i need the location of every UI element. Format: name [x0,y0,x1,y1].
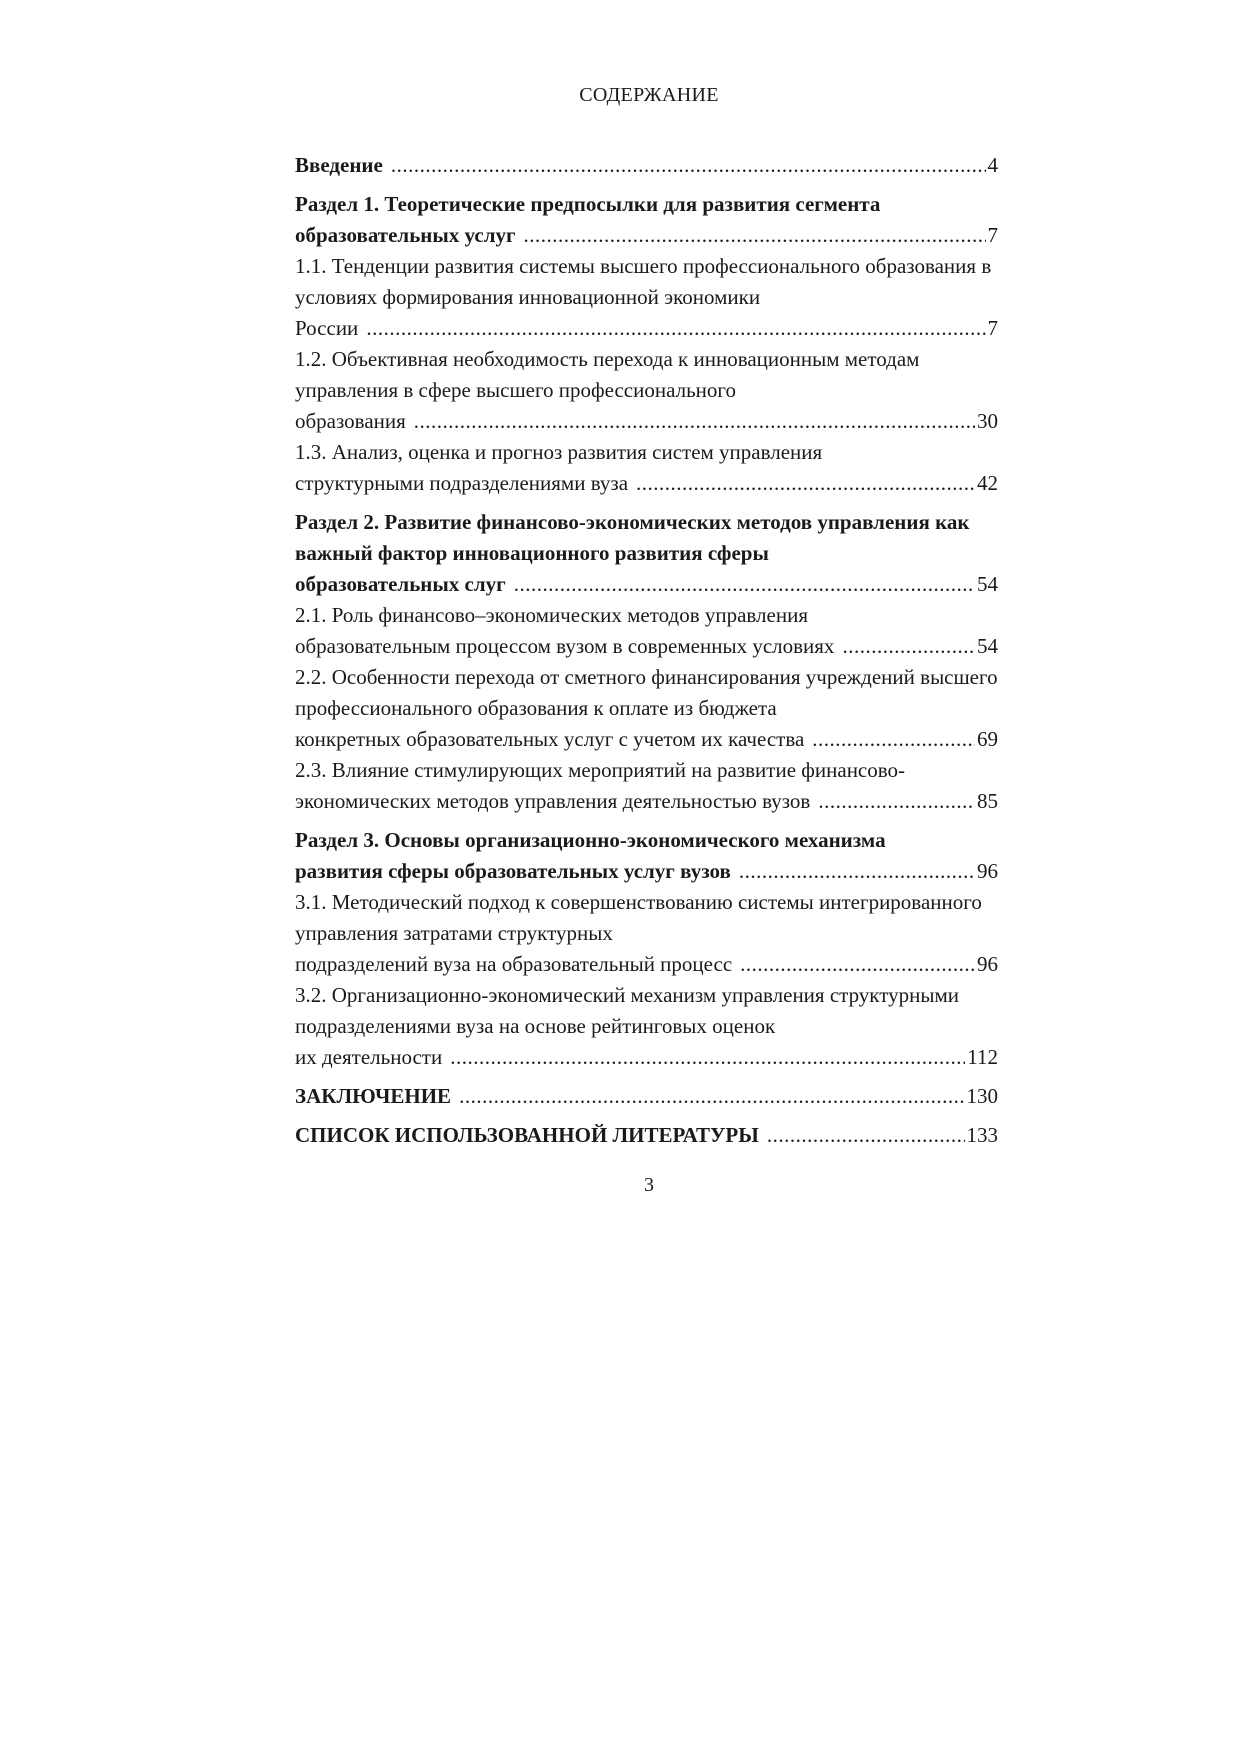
toc-page-number: 133 [966,1123,998,1147]
page-number: 3 [644,1174,654,1196]
toc-page-number: 112 [967,1045,998,1069]
toc-page-number: 54 [977,572,998,596]
toc-entry[interactable] [295,825,998,887]
toc-entry-text: 1.3. Анализ, оценка и прогноз развития систем управления [295,440,823,464]
toc-entry[interactable] [295,755,998,817]
toc-entry-line [295,150,998,181]
dot-leader [459,1081,964,1112]
toc-entry-line [295,631,998,662]
toc-entry-title: образовательным процессом вузом в современных условиях [295,634,835,658]
toc-entry-text: Раздел 3. Основы организационно-экономического механизма [295,828,886,852]
toc-entry-text: Раздел 1. Теоретические предпосылки для развития сегмента [295,192,881,216]
toc-entry-text: 2.2. Особенности перехода от сметного финансирования учреждений высшего профессионального образования к оплате из бюджета [295,665,998,720]
toc-entry-line [295,786,998,817]
dot-leader [739,856,975,887]
dot-leader [842,631,975,662]
toc-entry-line [295,406,998,437]
toc-entry[interactable] [295,437,998,499]
toc-entry-line [295,1120,998,1151]
toc-entry[interactable] [295,1120,998,1151]
page-title: СОДЕРЖАНИЕ [579,84,719,106]
toc-entry-line [295,468,998,499]
toc-page-number: 85 [977,789,998,813]
dot-leader [414,406,975,437]
toc-entry-text: 3.1. Методический подход к совершенствованию системы интегрированного управления затратами структурных [295,890,982,945]
table-of-contents [295,150,998,1151]
toc-entry-title: СПИСОК ИСПОЛЬЗОВАННОЙ ЛИТЕРАТУРЫ [295,1123,759,1147]
toc-entry[interactable] [295,1081,998,1112]
toc-entry-title: развития сферы образовательных услуг вузов [295,859,731,883]
toc-entry-title: структурными подразделениями вуза [295,471,629,495]
toc-entry-line [295,856,998,887]
toc-entry-title: конкретных образовательных услуг с учетом их качества [295,727,805,751]
toc-entry[interactable] [295,887,998,980]
toc-page-number: 42 [977,471,998,495]
dot-leader [812,724,975,755]
dot-leader [450,1042,965,1073]
toc-page-number: 96 [977,859,998,883]
toc-entry-line [295,220,998,251]
dot-leader [524,220,986,251]
toc-entry-title: образования [295,409,406,433]
toc-entry-text: 2.3. Влияние стимулирующих мероприятий на развитие финансово- [295,758,906,782]
dot-leader [818,786,975,817]
dot-leader [636,468,975,499]
dot-leader [740,949,975,980]
toc-entry-text: 3.2. Организационно-экономический механизм управления структурными подразделениями вуза на основе рейтинговых оценок [295,983,960,1038]
toc-page-number: 7 [987,223,998,247]
toc-entry-title: экономических методов управления деятельностью вузов [295,789,811,813]
toc-page-number: 96 [977,952,998,976]
toc-entry-line [295,313,998,344]
toc-entry[interactable] [295,150,998,181]
toc-entry-line [295,1081,998,1112]
dot-leader [514,569,975,600]
toc-entry-text: 2.1. Роль финансово–экономических методов управления [295,603,808,627]
toc-entry[interactable] [295,980,998,1073]
toc-page-number: 69 [977,727,998,751]
toc-entry[interactable] [295,507,998,600]
toc-entry[interactable] [295,600,998,662]
toc-entry-text: Раздел 2. Развитие финансово-экономических методов управления как важный фактор инновационного развития сферы [295,510,970,565]
toc-page-number: 4 [987,153,998,177]
toc-entry-line [295,724,998,755]
toc-entry-title: ЗАКЛЮЧЕНИЕ [295,1084,452,1108]
toc-entry-text: 1.2. Объективная необходимость перехода к инновационным методам управления в сфере высшего профессионального [295,347,920,402]
toc-page-number: 54 [977,634,998,658]
toc-entry-title: их деятельности [295,1045,443,1069]
toc-entry-line [295,1042,998,1073]
dot-leader [767,1120,965,1151]
toc-entry-title: России [295,316,359,340]
toc-page-number: 7 [987,316,998,340]
toc-page-number: 130 [966,1084,998,1108]
toc-entry-line [295,569,998,600]
toc-entry[interactable] [295,189,998,251]
toc-entry-text: 1.1. Тенденции развития системы высшего профессионального образования в условиях формирования инновационной экономики [295,254,992,309]
toc-entry-title: образовательных услуг [295,223,516,247]
toc-entry-title: Введение [295,153,383,177]
dot-leader [391,150,986,181]
toc-entry[interactable] [295,344,998,437]
toc-entry-line [295,949,998,980]
toc-entry-title: образовательных слуг [295,572,506,596]
toc-entry[interactable] [295,251,998,344]
toc-entry[interactable] [295,662,998,755]
dot-leader [366,313,985,344]
toc-entry-title: подразделений вуза на образовательный процесс [295,952,733,976]
toc-page-number: 30 [977,409,998,433]
